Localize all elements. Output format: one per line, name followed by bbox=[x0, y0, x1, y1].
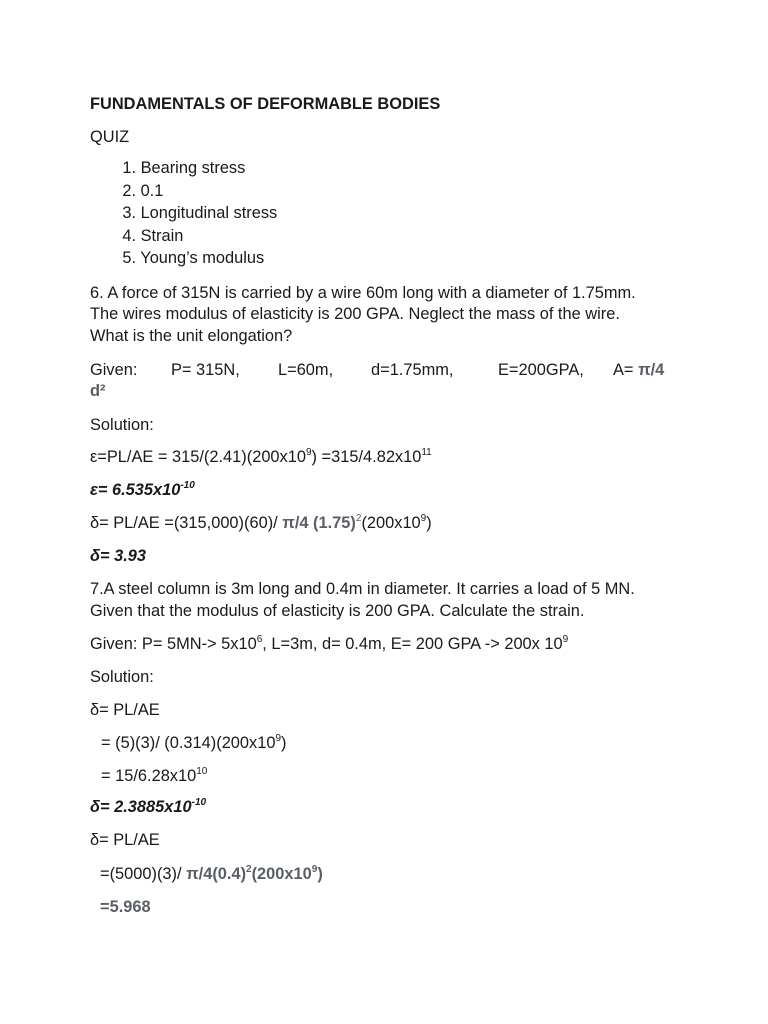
eq-exponent: 10 bbox=[196, 765, 208, 777]
problem-7-result-1 bbox=[90, 797, 206, 817]
given-exponent: 6 bbox=[256, 633, 263, 645]
eq-part: ) bbox=[317, 865, 323, 883]
quiz-label: QUIZ bbox=[90, 128, 130, 146]
problem-7-question-line-2: Given that the modulus of elasticity is 200 GPA. Calculate the strain. bbox=[90, 602, 585, 620]
problem-6-elongation-equation bbox=[90, 513, 432, 533]
eq-exponent: 11 bbox=[421, 446, 432, 458]
list-text: Bearing stress bbox=[140, 159, 246, 177]
result-value: ε= 6.535x10 bbox=[90, 481, 181, 499]
eq-exponent: 9 bbox=[311, 863, 318, 875]
eq-exponent: 2 bbox=[355, 512, 362, 524]
list-text: 0.1 bbox=[140, 181, 164, 200]
list-number: 5. bbox=[122, 249, 136, 267]
eq-part: ) bbox=[426, 514, 432, 532]
document-title: FUNDAMENTALS OF DEFORMABLE BODIES bbox=[90, 95, 441, 113]
eq-part: (200x10 bbox=[251, 865, 312, 883]
problem-7-result-2: =5.968 bbox=[100, 898, 151, 916]
list-item bbox=[90, 248, 277, 271]
list-number: 1. bbox=[122, 159, 136, 177]
eq-exponent: 9 bbox=[420, 512, 427, 524]
eq-exponent: 9 bbox=[275, 732, 282, 744]
given-l: L=60m, bbox=[278, 361, 334, 379]
eq-exponent: 9 bbox=[305, 446, 312, 458]
problem-7-question-line-1: 7.A steel column is 3m long and 0.4m in diameter. It carries a load of 5 MN. bbox=[90, 580, 635, 598]
eq-part: ) bbox=[281, 734, 287, 752]
list-item bbox=[90, 203, 277, 226]
eq-part: ) =315/4.82x10 bbox=[311, 448, 422, 466]
problem-7-step-2 bbox=[101, 766, 207, 786]
given-a-label: A= bbox=[613, 361, 634, 379]
problem-6-given-row bbox=[90, 360, 690, 380]
problem-7-solution-label: Solution: bbox=[90, 668, 154, 686]
quiz-answer-list bbox=[90, 158, 277, 271]
eq-part: ε=PL/AE = 315/(2.41)(200x10 bbox=[90, 448, 306, 466]
given-a bbox=[613, 360, 664, 380]
list-text: Longitudinal stress bbox=[140, 204, 278, 222]
list-number: 3. bbox=[122, 204, 136, 222]
eq-part: δ= PL/AE =(315,000)(60)/ bbox=[90, 514, 278, 532]
given-p: P= 315N, bbox=[171, 361, 240, 379]
given-exponent: 9 bbox=[562, 633, 569, 645]
given-part: Given: P= 5MN-> 5x10 bbox=[90, 635, 257, 653]
eq-part: =(5000)(3)/ bbox=[100, 865, 182, 883]
result-exponent: -10 bbox=[191, 796, 207, 808]
eq-exponent: 2 bbox=[246, 863, 252, 875]
given-part: , L=3m, d= 0.4m, E= 200 GPA -> 200x 10 bbox=[262, 635, 563, 653]
eq-part: (200x10 bbox=[361, 514, 421, 532]
list-text: Strain bbox=[140, 226, 184, 245]
given-a-value: π/4 bbox=[633, 361, 665, 379]
given-e: E=200GPA, bbox=[498, 361, 584, 379]
list-text: Young’s modulus bbox=[140, 249, 265, 267]
given-d: d=1.75mm, bbox=[371, 361, 454, 379]
eq-part: = 15/6.28x10 bbox=[101, 767, 197, 785]
result-exponent: -10 bbox=[180, 479, 195, 491]
list-number: 2. bbox=[122, 181, 136, 200]
result-value: δ= 2.3885x10 bbox=[90, 798, 192, 816]
given-a-continuation: d² bbox=[90, 382, 106, 400]
problem-7-step-3 bbox=[100, 864, 323, 884]
problem-6-elongation-result: δ= 3.93 bbox=[90, 547, 147, 565]
list-item bbox=[90, 158, 277, 181]
problem-6-strain-equation bbox=[90, 447, 432, 467]
eq-part: π/4(0.4) bbox=[181, 865, 247, 883]
problem-7-given-row bbox=[90, 634, 568, 654]
eq-part: π/4 (1.75) bbox=[277, 514, 356, 532]
list-item bbox=[90, 226, 277, 249]
problem-6-question-line-2: The wires modulus of elasticity is 200 GPA. Neglect the mass of the wire. bbox=[90, 305, 620, 323]
problem-6-strain-result bbox=[90, 480, 195, 500]
list-number: 4. bbox=[122, 226, 136, 245]
problem-6-question-line-3: What is the unit elongation? bbox=[90, 327, 293, 345]
problem-7-formula: δ= PL/AE bbox=[90, 701, 160, 719]
list-item bbox=[90, 181, 277, 204]
problem-6-solution-label: Solution: bbox=[90, 416, 154, 434]
problem-7-formula-2: δ= PL/AE bbox=[90, 831, 160, 849]
eq-part: = (5)(3)/ (0.314)(200x10 bbox=[101, 734, 276, 752]
given-label: Given: bbox=[90, 361, 138, 379]
problem-7-step-1 bbox=[101, 733, 287, 753]
problem-6-question-line-1: 6. A force of 315N is carried by a wire 60m long with a diameter of 1.75mm. bbox=[90, 284, 636, 302]
